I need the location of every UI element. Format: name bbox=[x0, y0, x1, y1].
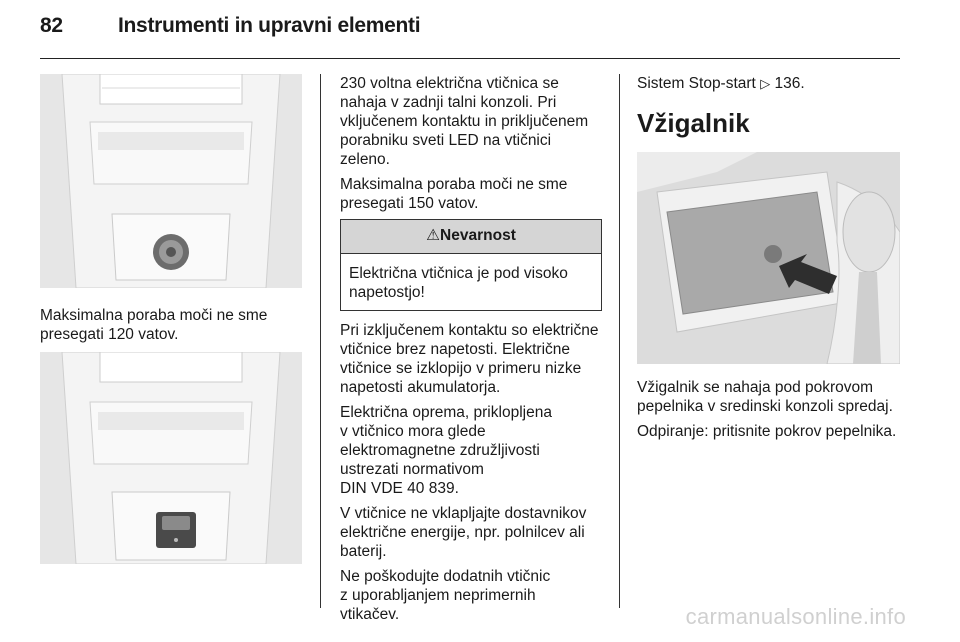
column-middle bbox=[340, 74, 602, 630]
page-title: Instrumenti in upravni elementi bbox=[118, 14, 421, 37]
column-divider bbox=[320, 74, 321, 608]
paragraph-no-damage: Ne poškodujte dodatnih vtičnic z uporabljanjem neprimernih vtikačev. bbox=[340, 568, 551, 623]
cigarette-lighter-figure bbox=[637, 152, 900, 364]
paragraph-ignition-off: Pri izključenem kontaktu so električne vtičnice brez napetosti. Električne vtičnice se izklopijo v primeru nizke napetosti akumulatorja. bbox=[340, 322, 599, 396]
danger-text: Električna vtičnica je pod visoko napetostjo! bbox=[349, 265, 568, 301]
paragraph-no-chargers: V vtičnice ne vklapljajte dostavnikov električne energije, npr. polnilcev ali baterij. bbox=[340, 505, 587, 560]
paragraph-lighter-location: Vžigalnik se nahaja pod pokrovom pepelnika v sredinski konzoli spredaj. bbox=[637, 379, 893, 415]
watermark: carmanualsonline.info bbox=[685, 604, 906, 629]
caption-120w: Maksimalna poraba moči ne sme presegati 120 vatov. bbox=[40, 307, 268, 343]
section-heading-lighter: Vžigalnik bbox=[637, 108, 750, 138]
column-divider bbox=[619, 74, 620, 608]
rear-console-outlet-figure bbox=[40, 74, 302, 288]
danger-box bbox=[340, 219, 602, 311]
paragraph-opening: Odpiranje: pritisnite pokrov pepelnika. bbox=[637, 423, 897, 440]
header-rule bbox=[40, 58, 900, 59]
paragraph-150w: Maksimalna poraba moči ne sme presegati 150 vatov. bbox=[340, 176, 568, 212]
danger-header bbox=[341, 220, 601, 254]
stop-start-reference: Sistem Stop-start ▷ 136. bbox=[637, 75, 805, 92]
rear-console-230v-figure bbox=[40, 352, 302, 564]
column-right bbox=[637, 74, 900, 447]
page-reference-arrow-icon: ▷ bbox=[760, 77, 771, 92]
danger-title: Nevarnost bbox=[440, 227, 516, 244]
page-number: 82 bbox=[40, 14, 63, 37]
paragraph-230v-outlet: 230 voltna električna vtičnica se nahaja v zadnji talni konzoli. Pri vključenem kontaktu in priključenem porabniku sveti LED na vtičnici zeleno. bbox=[340, 75, 589, 168]
paragraph-emc: Električna oprema, priklopljena v vtičnico mora glede elektromagnetne združljivosti ustrezati normativom DIN VDE 40 839. bbox=[340, 404, 552, 497]
column-left bbox=[40, 74, 302, 564]
warning-triangle-icon: ⚠ bbox=[426, 226, 441, 244]
page-header bbox=[40, 14, 420, 38]
